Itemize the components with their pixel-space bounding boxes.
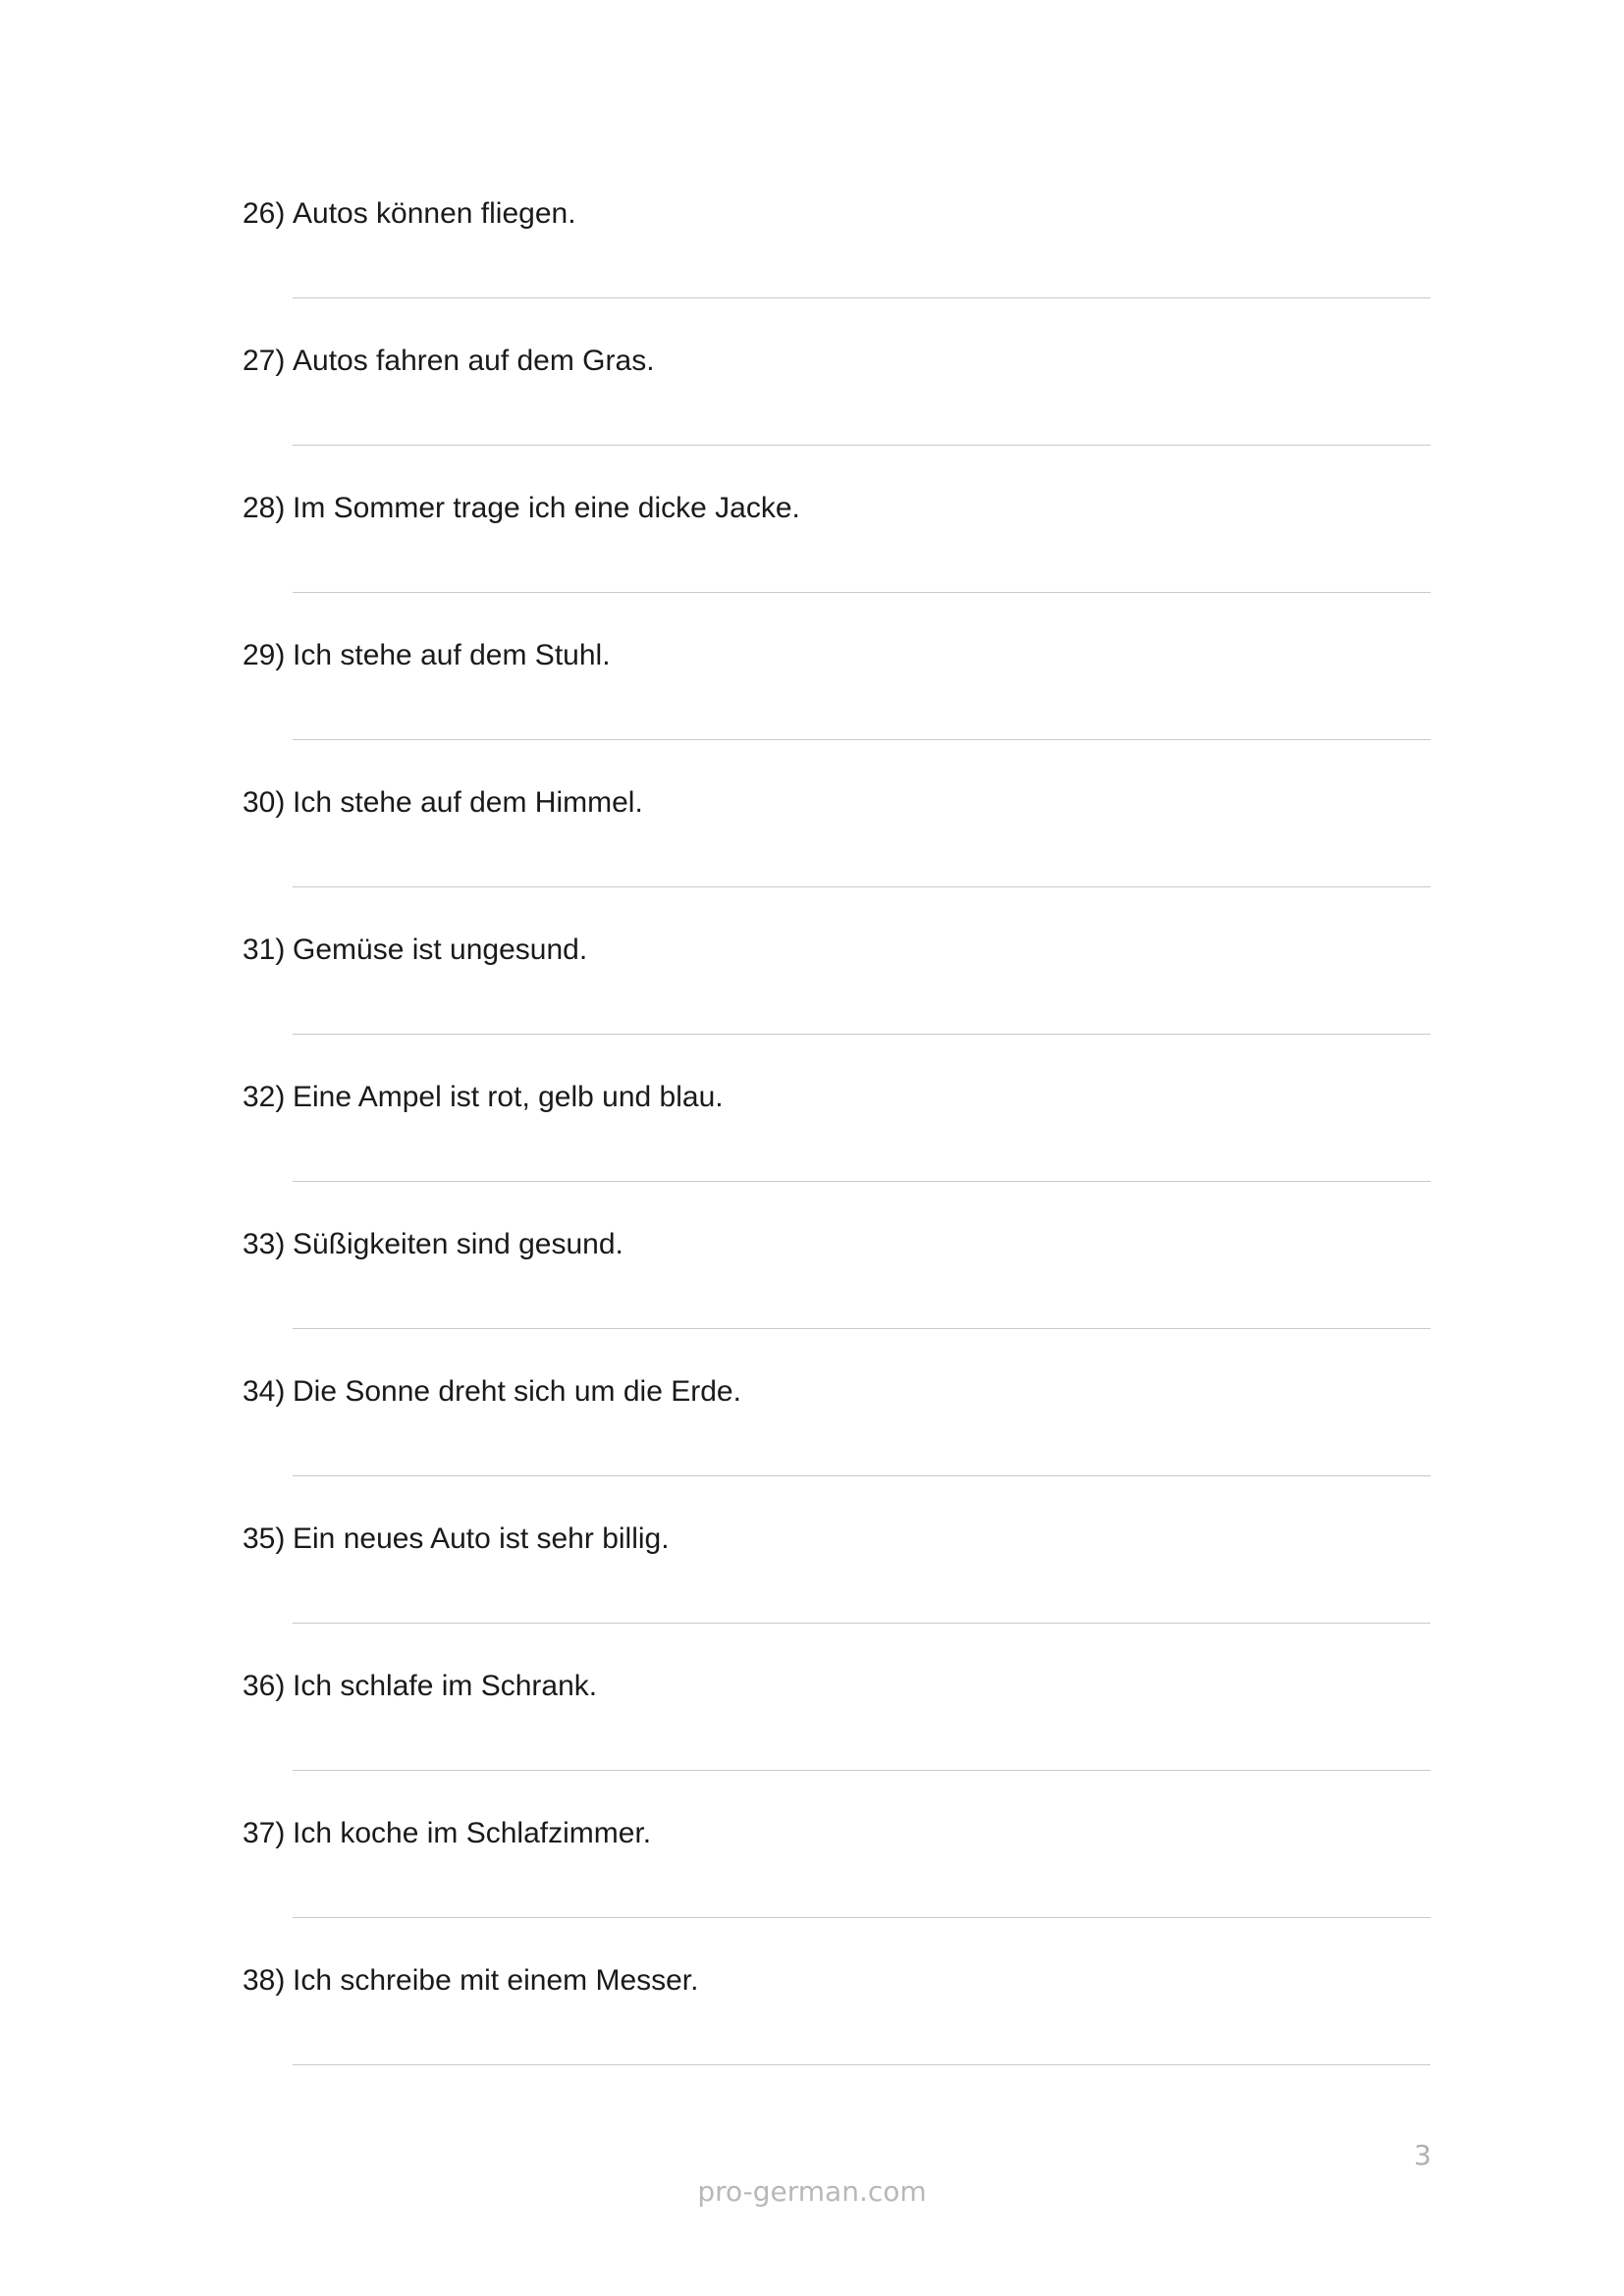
exercise-statement [243, 1816, 651, 1851]
answer-line[interactable] [293, 2064, 1431, 2065]
answer-line[interactable] [293, 1917, 1431, 1918]
exercise-list [243, 185, 1431, 2099]
exercise-item [243, 479, 1431, 626]
exercise-item [243, 1657, 1431, 1804]
exercise-statement [243, 1963, 698, 1999]
exercise-number: 26) [243, 197, 286, 230]
exercise-item [243, 774, 1431, 921]
exercise-number: 36) [243, 1670, 286, 1702]
exercise-number: 35) [243, 1522, 286, 1555]
exercise-number: 31) [243, 934, 286, 966]
answer-line[interactable] [293, 1623, 1431, 1624]
exercise-item [243, 1951, 1431, 2099]
exercise-statement [243, 1669, 597, 1704]
exercise-sentence: Ich schreibe mit einem Messer. [293, 1964, 699, 1997]
exercise-sentence: Ich stehe auf dem Himmel. [293, 786, 643, 819]
exercise-sentence: Ich stehe auf dem Stuhl. [293, 639, 611, 671]
answer-line[interactable] [293, 1181, 1431, 1182]
exercise-statement [243, 1080, 724, 1115]
exercise-item [243, 1804, 1431, 1951]
exercise-statement [243, 1227, 623, 1262]
exercise-sentence: Gemüse ist ungesund. [293, 934, 588, 966]
exercise-statement [243, 344, 655, 379]
exercise-sentence: Autos können fliegen. [293, 197, 576, 230]
exercise-sentence: Im Sommer trage ich eine dicke Jacke. [293, 492, 800, 524]
exercise-statement [243, 638, 611, 673]
exercise-statement [243, 1374, 741, 1410]
exercise-item [243, 921, 1431, 1068]
exercise-statement [243, 933, 587, 968]
exercise-sentence: Ein neues Auto ist sehr billig. [293, 1522, 670, 1555]
exercise-item [243, 1362, 1431, 1510]
page-number: 3 [1414, 2139, 1432, 2171]
answer-line[interactable] [293, 445, 1431, 446]
answer-line[interactable] [293, 739, 1431, 740]
exercise-statement [243, 785, 643, 821]
exercise-sentence: Die Sonne dreht sich um die Erde. [293, 1375, 741, 1408]
exercise-sentence: Ich schlafe im Schrank. [293, 1670, 598, 1702]
exercise-item [243, 1068, 1431, 1215]
exercise-number: 38) [243, 1964, 286, 1997]
exercise-sentence: Autos fahren auf dem Gras. [293, 345, 655, 377]
exercise-statement [243, 1522, 670, 1557]
exercise-statement [243, 491, 800, 526]
exercise-number: 30) [243, 786, 286, 819]
answer-line[interactable] [293, 1034, 1431, 1035]
answer-line[interactable] [293, 886, 1431, 887]
exercise-number: 32) [243, 1081, 286, 1113]
exercise-sentence: Ich koche im Schlafzimmer. [293, 1817, 652, 1849]
answer-line[interactable] [293, 297, 1431, 298]
exercise-number: 29) [243, 639, 286, 671]
answer-line[interactable] [293, 592, 1431, 593]
exercise-sentence: Eine Ampel ist rot, gelb und blau. [293, 1081, 724, 1113]
exercise-number: 27) [243, 345, 286, 377]
exercise-statement [243, 196, 576, 232]
exercise-number: 34) [243, 1375, 286, 1408]
footer-website: pro-german.com [697, 2175, 927, 2208]
exercise-number: 33) [243, 1228, 286, 1260]
answer-line[interactable] [293, 1770, 1431, 1771]
exercise-item [243, 626, 1431, 774]
exercise-item [243, 185, 1431, 332]
answer-line[interactable] [293, 1328, 1431, 1329]
exercise-number: 28) [243, 492, 286, 524]
exercise-item [243, 1215, 1431, 1362]
answer-line[interactable] [293, 1475, 1431, 1476]
exercise-number: 37) [243, 1817, 286, 1849]
exercise-item [243, 1510, 1431, 1657]
exercise-sentence: Süßigkeiten sind gesund. [293, 1228, 623, 1260]
exercise-item [243, 332, 1431, 479]
